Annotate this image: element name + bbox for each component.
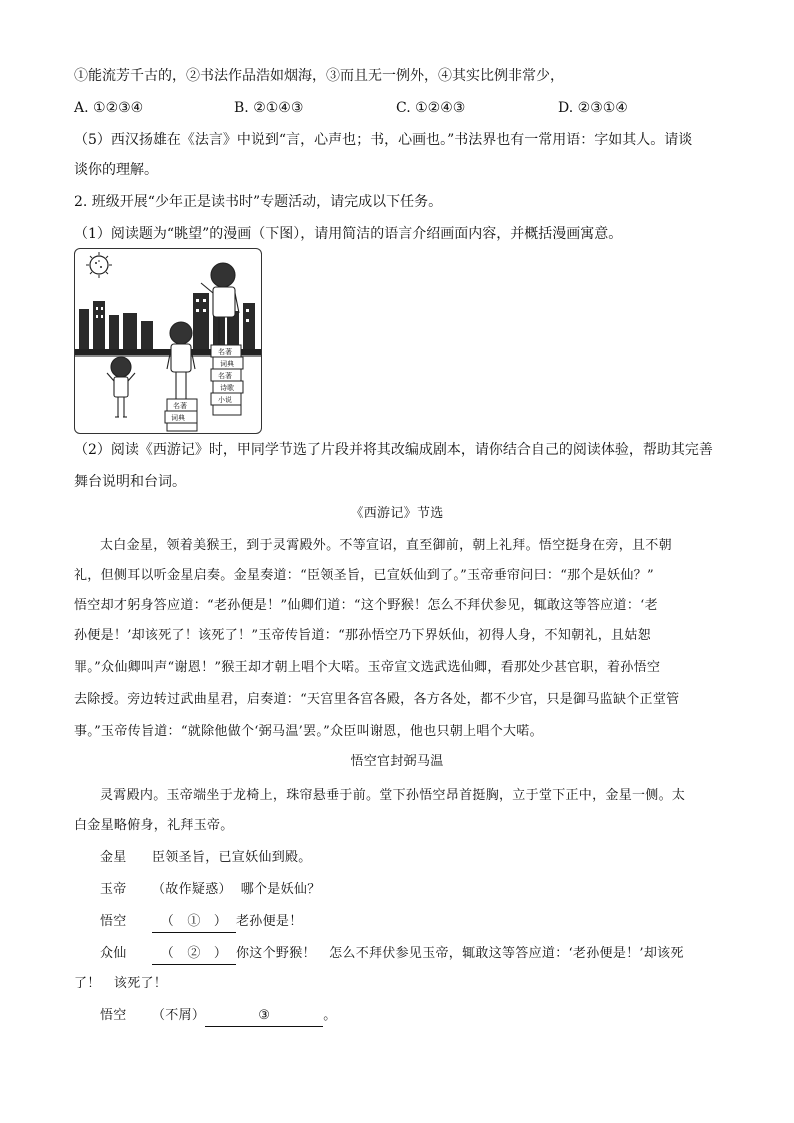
dialogue-text: 臣领圣旨，已宣妖仙到殿。 (152, 850, 312, 865)
book-label: 词典 (171, 414, 185, 422)
excerpt-line: 礼，但侧耳以听金星启奏。金星奏道：“臣领圣旨，已宣妖仙到了。”玉帝垂帘问曰：“那个是妖仙？” (74, 568, 654, 583)
dialogue-line (100, 944, 684, 965)
cartoon-drawing (75, 249, 261, 433)
dialogue-text: 。 (323, 1008, 337, 1023)
book-label: 词典 (220, 360, 234, 368)
sun-icon (86, 252, 112, 278)
stage-direction-line: 白金星略俯身，礼拜玉帝。 (74, 818, 234, 833)
option-letter: D. (558, 100, 574, 116)
option-text: ②①④③ (253, 100, 304, 116)
speaker-name: 众仙 (100, 946, 127, 961)
dialogue-text: 哪个是妖仙？ (240, 882, 321, 897)
option-letter: B. (234, 100, 249, 116)
answer-blank-3[interactable]: ③ (205, 1006, 323, 1027)
excerpt-line: 孙便是！’却该死了！该死了！”玉帝传旨道：“那孙悟空乃下界妖仙，初得人身，不知朝礼，且姑恕 (74, 628, 651, 643)
speaker-name: 金星 (100, 850, 127, 865)
book-label: 名著 (218, 348, 232, 356)
excerpt-line: 罪。”众仙卿叫声“谢恩！”猴王却才朝上唱个大喏。玉帝宣文选武选仙卿，看那处少甚官职，着孙悟空 (74, 660, 661, 675)
dialogue-line (100, 848, 312, 868)
book-label: 名著 (173, 402, 187, 410)
child-small (107, 357, 135, 417)
speaker-name: 悟空 (100, 914, 127, 929)
option-letter: C. (396, 100, 411, 116)
q1-sub5-line1: （5）西汉扬雄在《法言》中说到“言，心声也；书，心画也。”书法界也有一常用语：字如其人。请谈 (74, 132, 693, 148)
speaker-name: 玉帝 (100, 882, 127, 897)
book-label: 诗歌 (220, 384, 234, 392)
excerpt-line: 事。”玉帝传旨道：“就除他做个‘弼马温’罢。”众臣叫谢恩，他也只朝上唱个大喏。 (74, 724, 543, 739)
answer-blank-2[interactable]: （ ② ） (152, 944, 236, 965)
option-b (234, 98, 303, 118)
answer-blank-1[interactable]: （ ① ） (152, 912, 236, 933)
dialogue-text: 你这个野猴！ 怎么不拜伏参见玉帝，辄敢这等答应道：‘老孙便是！’却该死 (236, 946, 684, 961)
book-label: 小说 (218, 396, 232, 404)
book-label: 名著 (218, 372, 232, 380)
option-d (558, 98, 628, 118)
q2-intro: 2. 班级开展“少年正是读书时”专题活动，请完成以下任务。 (74, 194, 443, 210)
excerpt-line: 太白金星，领着美猴王，到于灵霄殿外。不等宣诏，直至御前，朝上礼拜。悟空挺身在旁，且不朝 (100, 538, 672, 553)
q2-sub2-line1: （2）阅读《西游记》时，甲同学节选了片段并将其改编成剧本，请你结合自己的阅读体验，帮助其完善 (74, 442, 713, 458)
q1-stem-line: ①能流芳千古的，②书法作品浩如烟海，③而且无一例外，④其实比例非常少， (74, 68, 564, 84)
excerpt-line: 悟空却才躬身答应道：“老孙便是！”仙卿们道：“这个野猴！怎么不拜伏参见，辄敢这等答应道：‘老 (74, 598, 658, 613)
dialogue-line (100, 880, 321, 900)
cartoon-image (74, 248, 262, 434)
speaker-name: 悟空 (100, 1008, 127, 1023)
q2-sub1: （1）阅读题为“眺望”的漫画（下图），请用简洁的语言介绍画面内容，并概括漫画寓意。 (74, 226, 623, 242)
option-text: ①②④③ (415, 100, 466, 116)
option-a (74, 98, 143, 118)
q2-sub2-line2: 舞台说明和台词。 (74, 474, 186, 490)
stage-note: （不屑） (152, 1008, 206, 1023)
stage-direction-line: 灵霄殿内。玉帝端坐于龙椅上，珠帘悬垂于前。堂下孙悟空昂首挺胸，立于堂下正中，金星一侧。太 (100, 788, 686, 803)
option-text: ②③①④ (577, 100, 628, 116)
option-letter: A. (74, 100, 89, 116)
excerpt-line: 去除授。旁边转过武曲星君，启奏道：“天宫里各宫各殿，各方各处，都不少官，只是御马监缺个正堂管 (74, 692, 680, 707)
excerpt-title: 《西游记》节选 (350, 506, 444, 521)
option-text: ①②③④ (93, 100, 144, 116)
q1-sub5-line2: 谈你的理解。 (74, 162, 158, 178)
option-c (396, 98, 465, 118)
stage-note: （故作疑惑） (152, 882, 232, 897)
dialogue-line (100, 1006, 337, 1027)
child-middle (167, 322, 195, 399)
dialogue-line (100, 912, 303, 933)
script-title: 悟空官封弼马温 (350, 754, 444, 769)
dialogue-line-continued: 了！ 该死了！ (74, 976, 168, 991)
dialogue-text: 老孙便是！ (236, 914, 303, 929)
